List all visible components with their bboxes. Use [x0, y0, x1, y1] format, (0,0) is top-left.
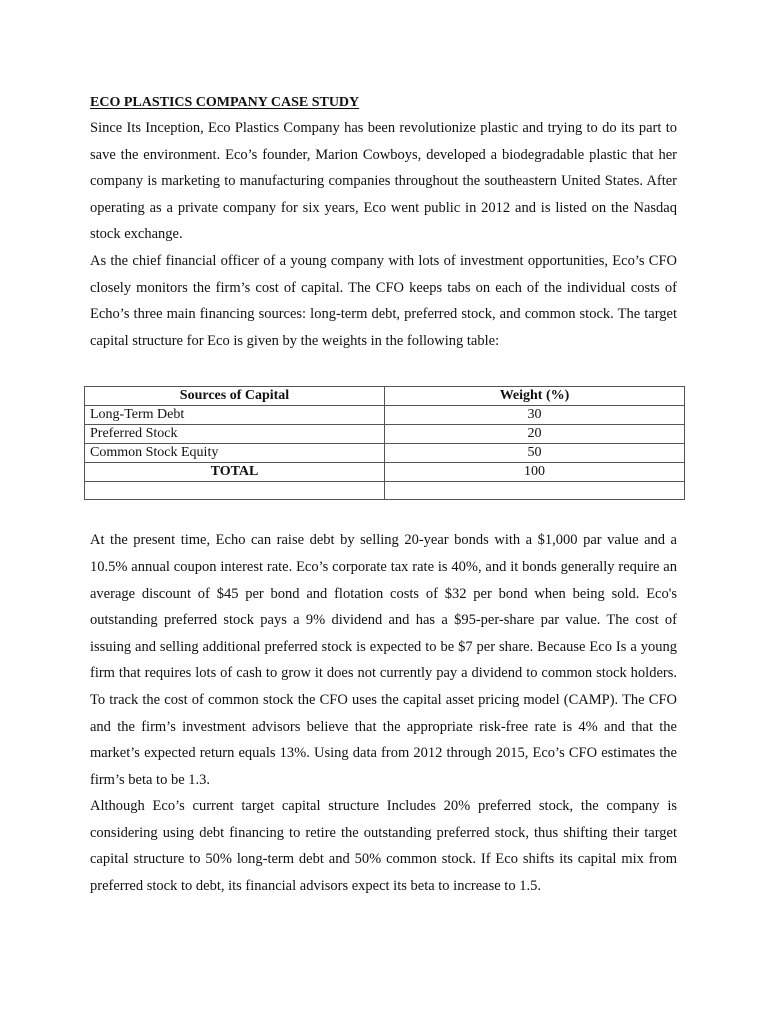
- table-total-row: [85, 463, 685, 482]
- table-blank-row: [85, 482, 685, 500]
- weight-cell: 30: [385, 406, 685, 425]
- document-title: ECO PLASTICS COMPANY CASE STUDY: [90, 95, 360, 110]
- source-cell: Long-Term Debt: [85, 406, 385, 425]
- source-cell: Common Stock Equity: [85, 444, 385, 463]
- table-row: [85, 406, 685, 425]
- capital-structure-table: [84, 386, 685, 500]
- cfo-paragraph: As the chief financial officer of a young company with lots of investment opportunities, Eco’s CFO closely monitors the firm’s cost of capital. The CFO keeps tabs on each of the individual costs of Echo’s three main financing sources: long-term debt, preferred stock, and common stock. The target capital structure for Eco is given by the weights in the following table:: [90, 252, 677, 349]
- header-weight: Weight (%): [385, 387, 685, 406]
- table-header-row: [85, 387, 685, 406]
- document-body: [90, 91, 677, 900]
- total-value-cell: 100: [385, 463, 685, 482]
- weight-cell: 50: [385, 444, 685, 463]
- financing-details-paragraph: At the present time, Echo can raise debt by selling 20-year bonds with a $1,000 par value and a 10.5% annual coupon interest rate. Eco’s corporate tax rate is 40%, and it bonds generally require an average discount of $45 per bond and flotation costs of $32 per bond when being sold. Eco's outstanding preferred stock pays a 9% dividend and has a $95-per-share par value. The cost of issuing and selling additional preferred stock is expected to be $7 per share. Because Eco Is a young firm that requires lots of cash to grow it does not currently pay a dividend to common stock holders. To track the cost of common stock the CFO uses the capital asset pricing model (CAMP). The CFO and the firm’s investment advisors believe that the appropriate risk-free rate is 4% and that the market’s expected return equals 13%. Using data from 2012 through 2015, Eco’s CFO estimates the firm’s beta to be 1.3.: [90, 532, 677, 788]
- table-row: [85, 444, 685, 463]
- blank-cell: [385, 482, 685, 500]
- source-cell: Preferred Stock: [85, 425, 385, 444]
- blank-cell: [85, 482, 385, 500]
- total-label-cell: TOTAL: [85, 463, 385, 482]
- capital-structure-table-wrapper: [84, 386, 684, 500]
- table-row: [85, 425, 685, 444]
- weight-cell: 20: [385, 425, 685, 444]
- intro-paragraph: Since Its Inception, Eco Plastics Company has been revolutionize plastic and trying to do its part to save the environment. Eco’s founder, Marion Cowboys, developed a biodegradable plastic that her company is marketing to manufacturing companies throughout the southeastern United States. After operating as a private company for six years, Eco went public in 2012 and is listed on the Nasdaq stock exchange.: [90, 120, 677, 243]
- header-sources-of-capital: Sources of Capital: [85, 387, 385, 406]
- capital-shift-paragraph: Although Eco’s current target capital structure Includes 20% preferred stock, the company is considering using debt financing to retire the outstanding preferred stock, thus shifting their target capital structure to 50% long-term debt and 50% common stock. If Eco shifts its capital mix from preferred stock to debt, its financial advisors expect its beta to increase to 1.5.: [90, 798, 677, 895]
